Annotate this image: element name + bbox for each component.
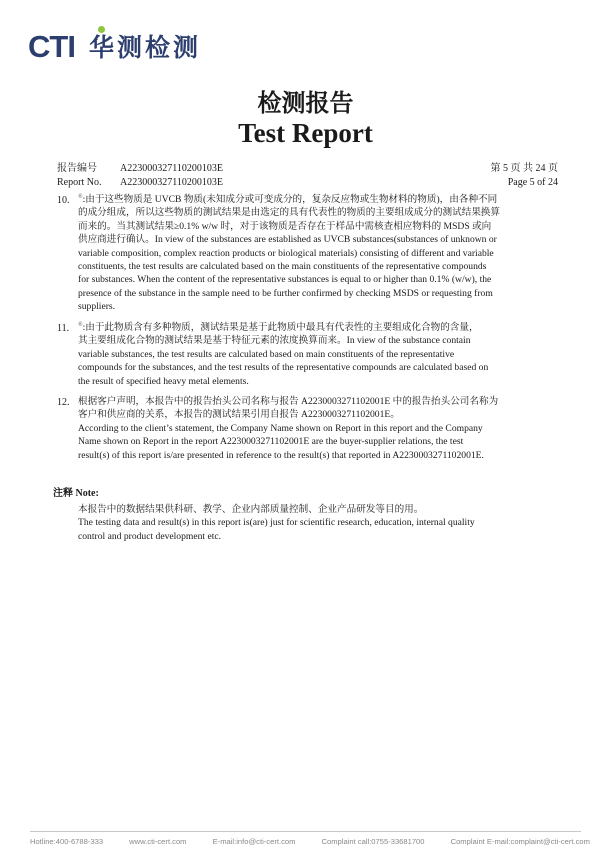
footer-divider	[30, 831, 581, 832]
note-heading-en: Note:	[75, 488, 99, 499]
logo-brand: CTI	[28, 29, 75, 64]
footer-complaint-email[interactable]: Complaint E-mail:complaint@cti-cert.com	[450, 837, 590, 846]
text-line: variable composition, complex reaction products or biological materials) consisting of different and variable	[78, 247, 494, 259]
item-11-text	[78, 321, 568, 388]
cti-logo	[28, 30, 201, 62]
title-cn: 检测报告	[257, 89, 354, 117]
note-heading	[53, 487, 99, 500]
page-number-en: Page 5 of 24	[507, 177, 558, 188]
text-line: constituents, the test results are calculated based on the main constituents of the representative compounds	[78, 260, 487, 272]
note-text	[78, 503, 568, 543]
footer	[30, 837, 590, 847]
item-number: 12.	[57, 397, 70, 408]
page-number-cn: 第 5 页 共 24 页	[490, 163, 558, 174]
text-line: variable substances, the test results are calculated based on main constituents of the representative	[78, 348, 455, 360]
line-text: :由于此物质含有多种物质，测试结果是基于此物质中最具有代表性的主要组成化合物的含量，	[82, 322, 479, 333]
text-line: 其主要组成化合物的测试结果是基于特征元素的浓度换算而来。In view of the substance contain	[78, 335, 471, 347]
report-no-label-en: Report No.	[57, 177, 102, 188]
text-line	[78, 321, 568, 334]
text-line: 供应商进行确认。In view of the substances are established as UVCB substances(substances of unknown or	[78, 234, 497, 246]
text-line: control and product development etc.	[78, 530, 222, 542]
text-line: The testing data and result(s) in this report is(are) just for scientific research, education, internal quality	[78, 517, 475, 529]
note-heading-cn: 注释	[53, 488, 73, 499]
note-mark: ®	[78, 322, 83, 328]
text-line: suppliers.	[78, 301, 116, 313]
item-number: 10.	[57, 195, 70, 206]
line-text: :由于这些物质是 UVCB 物质(未知成分或可变成分的，复杂反应物或生物材料的物质)，由各种不同	[82, 194, 498, 205]
logo-dot-icon	[98, 26, 105, 33]
text-line: the result of specified heavy metal elements.	[78, 375, 249, 387]
text-line: result(s) of this report is/are presented in reference to the result(s) that reported in A2230003271102001E.	[78, 449, 484, 461]
logo-name-cn: 华测检测	[88, 33, 201, 62]
item-12-text	[78, 395, 568, 462]
text-line: According to the client’s statement, the Company Name shown on Report in this report and the Company	[78, 422, 483, 434]
text-line: for substances. When the content of the representative substances is equal to or higher than 0.1% (w/w), the	[78, 274, 492, 286]
note-mark: ®	[78, 194, 83, 200]
text-line: 的成分组成，所以这些物质的测试结果是由选定的具有代表性的物质的主要组成成分的测试结果换算	[78, 207, 501, 219]
footer-website[interactable]: www.cti-cert.com	[129, 837, 187, 846]
text-line: 根据客户声明，本报告中的报告抬头公司名称与报告 A2230003271102001E 中的报告抬头公司名称为	[78, 396, 499, 407]
item-number: 11.	[57, 323, 70, 334]
report-no-label-cn: 报告编号	[57, 163, 97, 174]
text-line	[78, 193, 568, 206]
item-10-text	[78, 193, 568, 314]
text-line: 而来的。当其测试结果≥0.1% w/w 时，对于该物质是否存在于样品中需核查相应物料的 MSDS 或向	[78, 220, 492, 232]
text-line: 本报告中的数据结果供科研、教学、企业内部质量控制、企业产品研发等目的用。	[78, 504, 424, 515]
report-no-cn: A223000327110200103E	[120, 163, 223, 174]
footer-complaint-call: Complaint call:0755-33681700	[321, 837, 425, 846]
text-line: Name shown on Report in the report A2230003271102001E are the buyer-supplier relations, the test	[78, 436, 464, 448]
title-en: Test Report	[238, 118, 373, 148]
footer-email[interactable]: E-mail:info@cti-cert.com	[212, 837, 296, 846]
text-line: 客户和供应商的关系，本报告的测试结果引用自报告 A2230003271102001E。	[78, 409, 400, 421]
text-line: compounds for the substances, and the test results of the representative compounds are calculated based on	[78, 362, 489, 374]
text-line: presence of the substance in the sample need to be further confirmed by checking MSDS or requesting from	[78, 287, 493, 299]
footer-hotline: Hotline:400-6788-333	[30, 837, 104, 846]
report-no-en: A223000327110200103E	[120, 177, 223, 188]
